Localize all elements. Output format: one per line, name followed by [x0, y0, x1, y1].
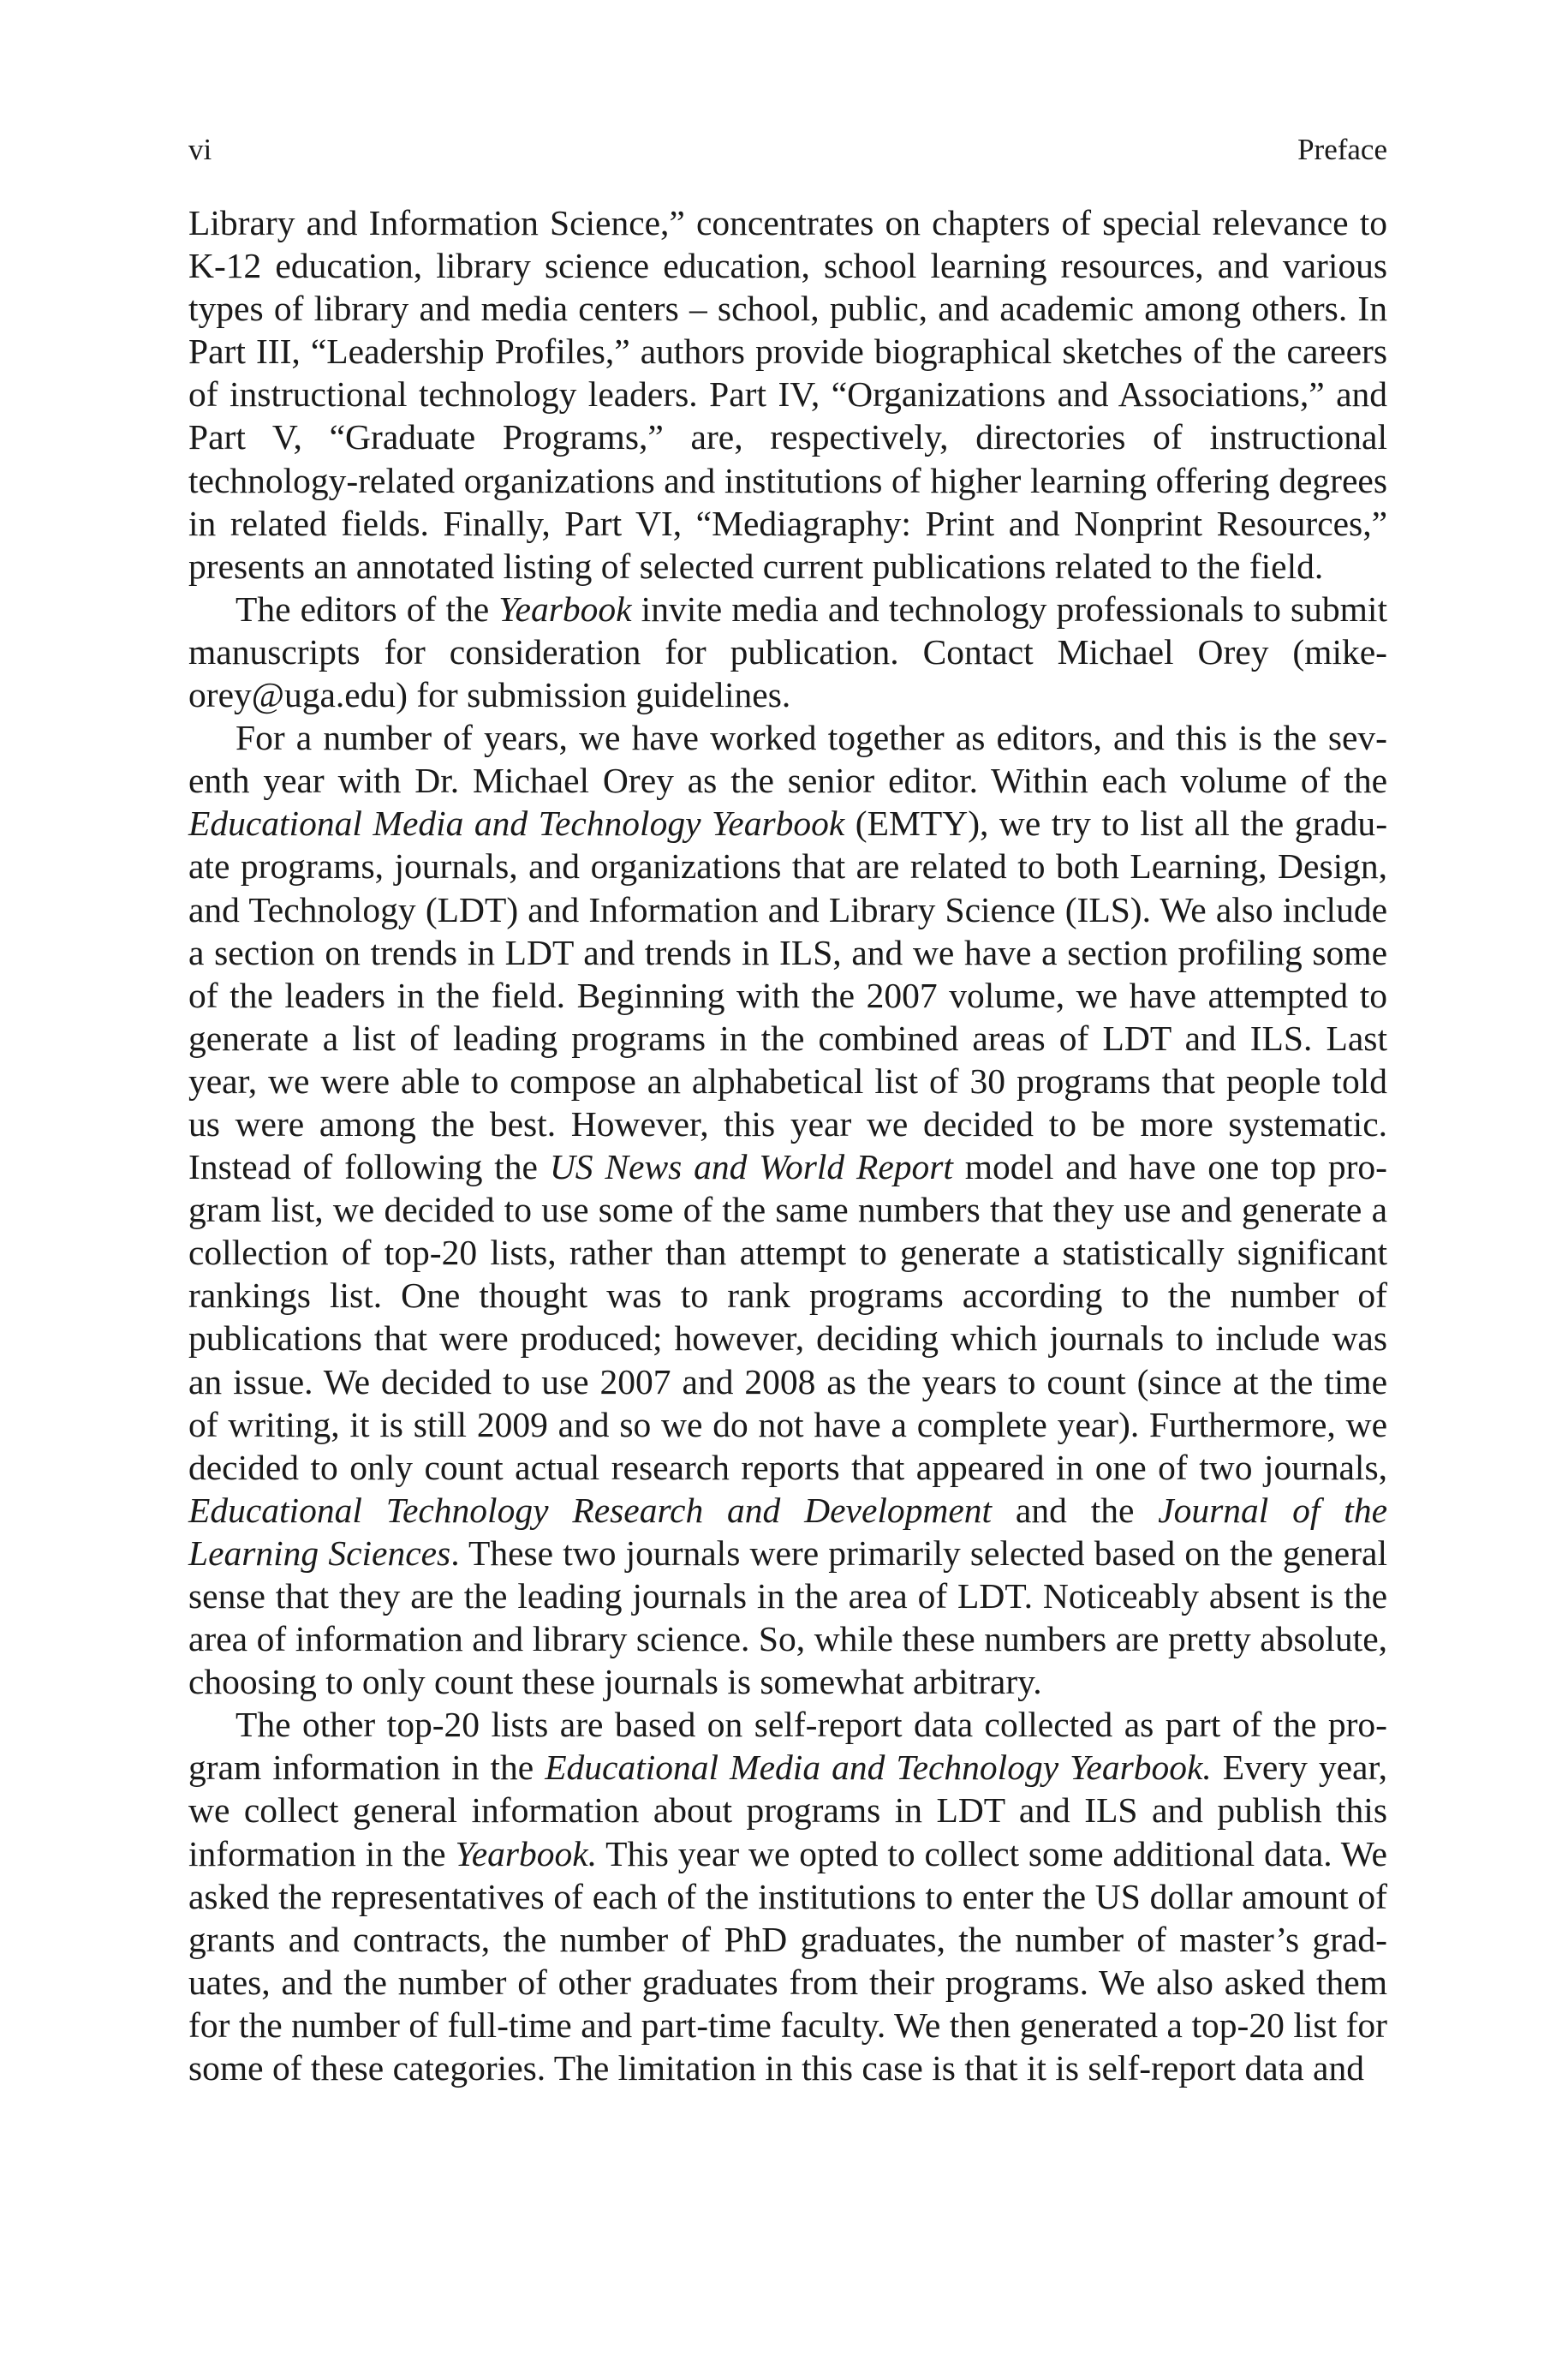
paragraph-program-lists: [188, 716, 1387, 1703]
italic-title: Yearbook: [498, 589, 632, 629]
text-run: . These two journals were primarily selected based on the general sense that they are the leading journals in the area of LDT. Noticeably absent is the area of information and library science. So, while these numbers are pretty absolute, choosing to only count these journals is somewhat arbitrary.: [188, 1533, 1387, 1702]
text-run: (EMTY), we try to list all the graduate programs, journals, and organizations that are related to both Learning, Design, and Technology (LDT) and Information and Library Science (ILS). We also include a section on trends in LDT and trends in ILS, and we have a section profiling some of the leaders in the field. Beginning with the 2007 volume, we have attempted to generate a list of leading programs in the combined areas of LDT and ILS. Last year, we were able to compose an alphabetical list of 30 programs that people told us were among the best. However, this year we decided to be more systematic. Instead of following the: [188, 804, 1388, 1187]
text-run: The other top-20 lists are based on self-report data collected as part of the program information in the: [188, 1705, 1387, 1788]
italic-title: Journal of the Learning Sciences: [188, 1490, 1387, 1573]
text-run: Library and Information Science,” concentrates on chapters of special relevance to K-12 education, library science education, school learning resources, and various types of library and media centers – school, public, and academic among others. In Part III, “Leadership Profiles,” authors provide biographical sketches of the careers of instructional technology leaders. Part IV, “Organizations and Associations,” and Part V, “Graduate Programs,” are, respectively, directories of instructional technology-related organizations and institutions of higher learning offering degrees in related fields. Finally, Part VI, “Mediagraphy: Print and Nonprint Resources,” presents an annotated listing of selected current publications related to the field.: [188, 203, 1387, 586]
page-header: [188, 128, 1387, 171]
text-run: For a number of years, we have worked together as editors, and this is the seventh year with Dr. Michael Orey as the senior editor. Within each volume of the: [188, 718, 1387, 801]
text-run: This year we opted to collect some additional data. We asked the representatives of each of the institutions to enter the US dollar amount of grants and contracts, the number of PhD graduates, the number of master’s graduates, and the number of other graduates from their programs. We also asked them for the number of full-time and part-time faculty. We then generated a top-20 list for some of these categories. The limitation in this case is that it is self-report data and: [188, 1833, 1387, 2088]
italic-title: US News and World Report: [549, 1147, 953, 1187]
text-run: model and have one top program list, we decided to use some of the same numbers that they use and generate a collection of top-20 lists, rather than attempt to generate a statistically significant rankings list. One thought was to rank programs according to the number of publications that were produced; however, deciding which journals to include was an issue. We decided to use 2007 and 2008 as the years to count (since at the time of writing, it is still 2009 and so we do not have a complete year). Furthermore, we decided to only count actual research reports that appeared in one of two journals,: [188, 1147, 1387, 1487]
text-run: Every year, we collect general information about programs in LDT and ILS and publish this information in the: [188, 1748, 1387, 1873]
paragraph-self-report-data: [188, 1703, 1387, 2089]
text-run: invite media and technology professionals to submit manuscripts for consideration for publication. Contact Michael Orey (mikeorey@uga.edu) for submission guidelines.: [188, 589, 1387, 715]
italic-title: Educational Media and Technology Yearbook.: [545, 1748, 1212, 1788]
italic-title: Educational Media and Technology Yearbook: [188, 804, 845, 844]
italic-title: Educational Technology Research and Development: [188, 1490, 993, 1530]
paragraph-parts-overview: [188, 201, 1387, 588]
text-run: The editors of the: [235, 589, 499, 629]
text-run: and the: [992, 1490, 1159, 1530]
italic-title: Yearbook.: [455, 1833, 598, 1873]
body-text: [188, 201, 1387, 2089]
running-title: Preface: [1297, 133, 1387, 166]
paragraph-submission-call: [188, 588, 1387, 716]
page-number: vi: [188, 133, 212, 166]
